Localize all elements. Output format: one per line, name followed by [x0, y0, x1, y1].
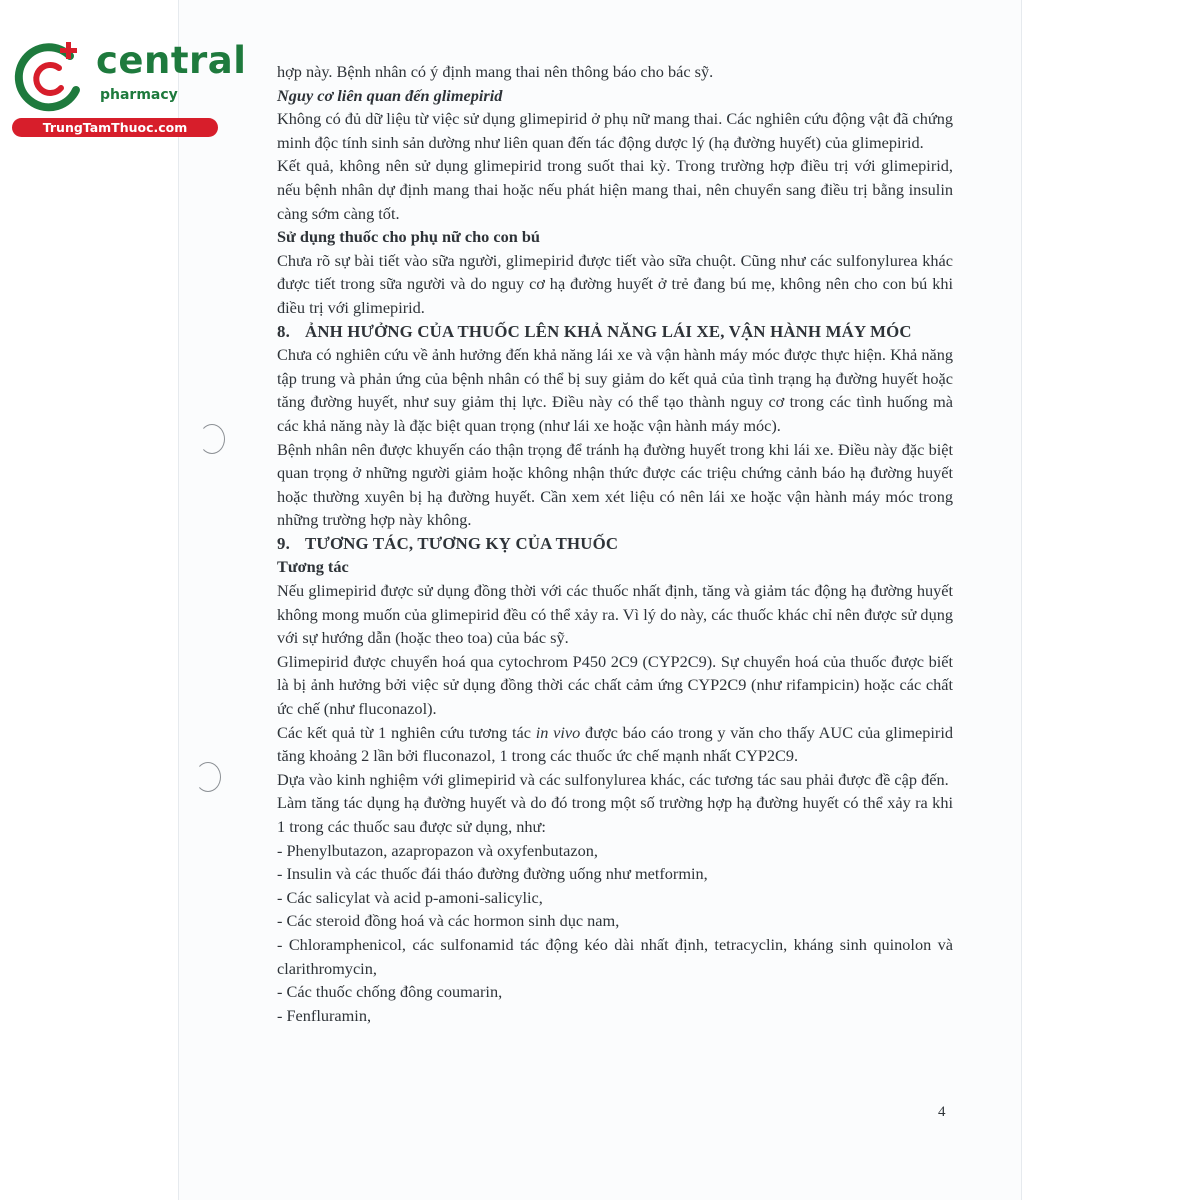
continuation-text: hợp này. Bệnh nhân có ý định mang thai nên thông báo cho bác sỹ.: [277, 62, 714, 81]
section-8-title: ẢNH HƯỞNG CỦA THUỐC LÊN KHẢ NĂNG LÁI XE, VẬN HÀNH MÁY MÓC: [305, 321, 912, 341]
section-9-heading: [277, 532, 953, 556]
drug-list-item: - Các thuốc chống đông coumarin,: [277, 982, 503, 1002]
document-body: [277, 60, 953, 1027]
interaction-p3-end: được báo cáo trong y văn cho thấy AUC của glimepirid tăng khoảng 2 lần bởi fluconazol, 1 trong các thuốc ức chế mạnh nhất CYP2C9.: [277, 722, 953, 766]
interaction-paragraph-2: Glimepirid được chuyển hoá qua cytochrom P450 2C9 (CYP2C9). Sự chuyển hoá của thuốc được biết là bị ảnh hưởng bởi việc sử dụng đồng thời các chất cảm ứng CYP2C9 (như rifampicin) hoặc các chất ức chế (như fluconazol).: [277, 651, 953, 719]
binder-hole-bottom: [195, 762, 221, 792]
drug-list-item: - Chloramphenicol, các sulfonamid tác động kéo dài nhất định, tetracyclin, kháng sinh quinolon và clarithromycin,: [277, 934, 953, 978]
lactation-paragraph: Chưa rõ sự bài tiết vào sữa người, glimepirid được tiết vào sữa chuột. Cũng như các sulfonylurea khác được tiết trong sữa người và do nguy cơ hạ đường huyết ở trẻ đang bú mẹ, không nên cho con bú khi điều trị với glimepirid.: [277, 250, 953, 317]
risk-heading: Nguy cơ liên quan đến glimepirid: [277, 85, 503, 105]
risk-paragraph-1: Không có đủ dữ liệu từ việc sử dụng glimepirid ở phụ nữ mang thai. Các nghiên cứu động vật đã chứng minh độc tính sinh sản dường như liên quan đến tác động dược lý (hạ đường huyết) của glimepirid.: [277, 109, 953, 152]
central-pharmacy-logo-icon: [12, 38, 90, 116]
section-9-title: TƯƠNG TÁC, TƯƠNG KỴ CỦA THUỐC: [305, 533, 619, 553]
interaction-p3-start: Các kết quả từ 1 nghiên cứu tương tác: [277, 722, 536, 742]
section-9-number: 9.: [277, 533, 290, 553]
logo-brand-name: central: [96, 39, 247, 82]
lactation-heading: Sử dụng thuốc cho phụ nữ cho con bú: [277, 227, 540, 247]
interaction-paragraph-1: Nếu glimepirid được sử dụng đồng thời với các thuốc nhất định, tăng và giảm tác động hạ đường huyết không mong muốn của glimepirid đều có thể xảy ra. Vì lý do này, các thuốc khác chỉ nên được sử dụng với sự hướng dẫn (hoặc theo toa) của bác sỹ.: [277, 581, 953, 648]
binder-hole-top: [199, 424, 225, 454]
drug-list-item: - Phenylbutazon, azapropazon và oxyfenbutazon,: [277, 840, 598, 860]
section-8-heading: [277, 320, 953, 344]
drug-list-item: - Các salicylat và acid p-amoni-salicylic,: [277, 887, 543, 907]
section-8-paragraph-1: Chưa có nghiên cứu về ảnh hưởng đến khả năng lái xe và vận hành máy móc được thực hiện. Khả năng tập trung và phản ứng của bệnh nhân có thể bị suy giảm do kết quả của tình trạng hạ đường huyết hoặc tăng đường huyết, như suy giảm thị lực. Điều này có thể tạo thành nguy cơ trong các tình huống mà các khả năng này là đặc biệt quan trọng (như lái xe hoặc vận hành máy móc).: [277, 345, 953, 435]
interaction-paragraph-3: [277, 721, 953, 768]
interaction-heading: Tương tác: [277, 557, 349, 577]
central-pharmacy-logo: [10, 38, 247, 138]
logo-subtitle: pharmacy: [100, 87, 178, 103]
drug-list-item: - Fenfluramin,: [277, 1005, 372, 1025]
interaction-paragraph-5: Làm tăng tác dụng hạ đường huyết và do đó trong một số trường hợp hạ đường huyết có thể xảy ra khi 1 trong các thuốc sau được sử dụng, như:: [277, 793, 953, 836]
section-8-number: 8.: [277, 321, 290, 341]
risk-paragraph-2: Kết quả, không nên sử dụng glimepirid trong suốt thai kỳ. Trong trường hợp điều trị với glimepirid, nếu bệnh nhân dự định mang thai hoặc nếu phát hiện mang thai, nên chuyển sang điều trị bằng insulin càng sớm càng tốt.: [277, 156, 953, 223]
logo-url-badge: TrungTamThuoc.com: [12, 118, 218, 137]
interaction-p3-italic: in vivo: [535, 722, 581, 742]
drug-list-item: - Insulin và các thuốc đái tháo đường đường uống như metformin,: [277, 864, 708, 884]
section-8-paragraph-2: Bệnh nhân nên được khuyến cáo thận trọng để tránh hạ đường huyết trong khi lái xe. Điều này đặc biệt quan trọng ở những người giảm hoặc không nhận thức được các triệu chứng cảnh báo hạ đường huyết hoặc thường xuyên bị hạ đường huyết. Cần xem xét liệu có nên lái xe hoặc vận hành máy móc trong những trường hợp này không.: [277, 439, 953, 530]
page-number: 4: [938, 1104, 946, 1120]
interaction-paragraph-4: Dựa vào kinh nghiệm với glimepirid và các sulfonylurea khác, các tương tác sau phải được đề cập đến.: [277, 769, 949, 789]
drug-list-item: - Các steroid đồng hoá và các hormon sinh dục nam,: [277, 911, 620, 931]
